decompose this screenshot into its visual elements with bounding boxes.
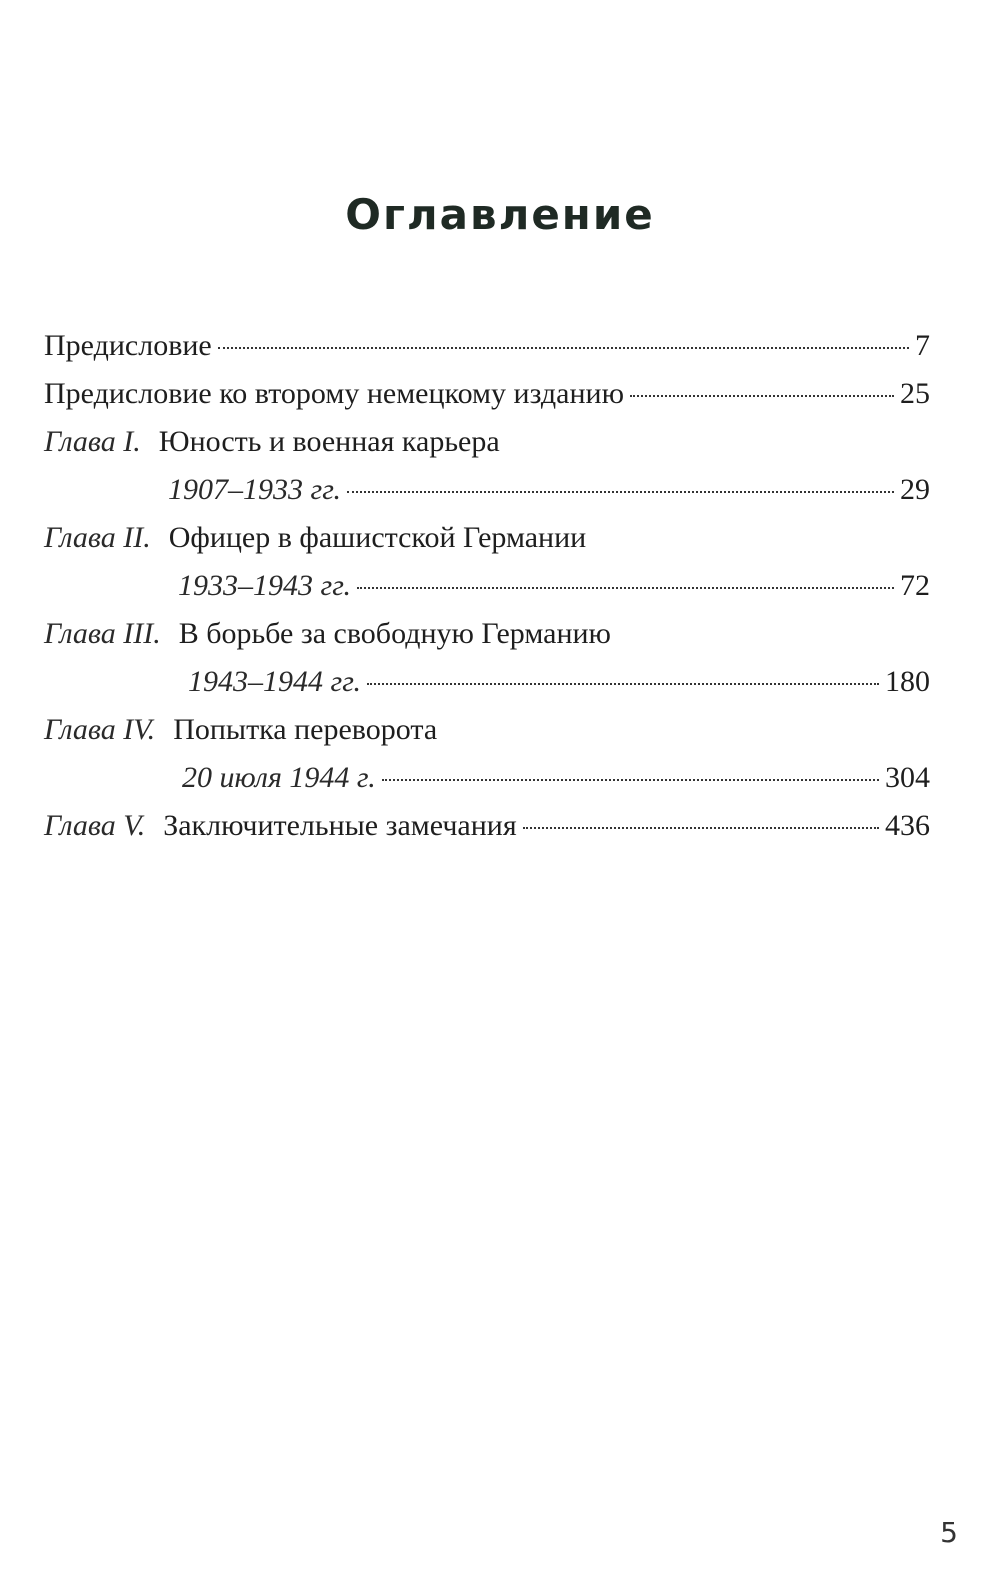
chapter-dates: 20 июля 1944 г.	[182, 761, 376, 794]
toc-entry-page: 436	[885, 809, 930, 842]
chapter-dates: 1943–1944 гг.	[188, 665, 362, 698]
toc-entry-label: В борьбе за свободную Германию	[178, 617, 611, 650]
toc-chapter-heading[interactable]	[44, 610, 930, 658]
toc-entry[interactable]	[44, 370, 930, 418]
chapter-dates: 1907–1933 гг.	[168, 473, 342, 506]
table-of-contents	[44, 322, 930, 850]
toc-entry-label: Юность и военная карьера	[158, 425, 500, 458]
dot-leader	[357, 587, 894, 589]
toc-entry-page: 25	[900, 377, 930, 410]
chapter-dates: 1933–1943 гг.	[178, 569, 352, 602]
chapter-number: Глава I.	[44, 425, 141, 458]
toc-entry-page: 29	[900, 473, 930, 506]
toc-entry-label: Попытка переворота	[173, 713, 438, 746]
toc-entry-page: 7	[915, 329, 930, 362]
chapter-number: Глава IV.	[44, 713, 156, 746]
toc-entry-label: Офицер в фашистской Германии	[168, 521, 587, 554]
toc-entry[interactable]	[44, 754, 930, 802]
chapter-number: Глава II.	[44, 521, 151, 554]
toc-chapter-heading[interactable]	[44, 418, 930, 466]
toc-entry-label: Предисловие ко второму немецкому изданию	[44, 377, 624, 410]
toc-entry-label: Предисловие	[44, 329, 212, 362]
toc-entry[interactable]	[44, 562, 930, 610]
toc-entry-page: 304	[885, 761, 930, 794]
dot-leader	[523, 827, 879, 829]
toc-entry-page: 180	[885, 665, 930, 698]
dot-leader	[630, 395, 894, 397]
toc-entry[interactable]	[44, 466, 930, 514]
toc-entry[interactable]	[44, 322, 930, 370]
dot-leader	[367, 683, 879, 685]
page-number: 5	[940, 1516, 958, 1549]
toc-chapter-heading[interactable]	[44, 706, 930, 754]
toc-entry[interactable]	[44, 658, 930, 706]
toc-chapter-heading[interactable]	[44, 514, 930, 562]
toc-entry-page: 72	[900, 569, 930, 602]
dot-leader	[382, 779, 879, 781]
dot-leader	[347, 491, 894, 493]
chapter-number: Глава V.	[44, 809, 146, 842]
toc-entry[interactable]	[44, 802, 930, 850]
page-title: Оглавление	[345, 190, 655, 239]
dot-leader	[218, 347, 909, 349]
chapter-number: Глава III.	[44, 617, 161, 650]
toc-entry-label: Заключительные замечания	[163, 809, 517, 842]
